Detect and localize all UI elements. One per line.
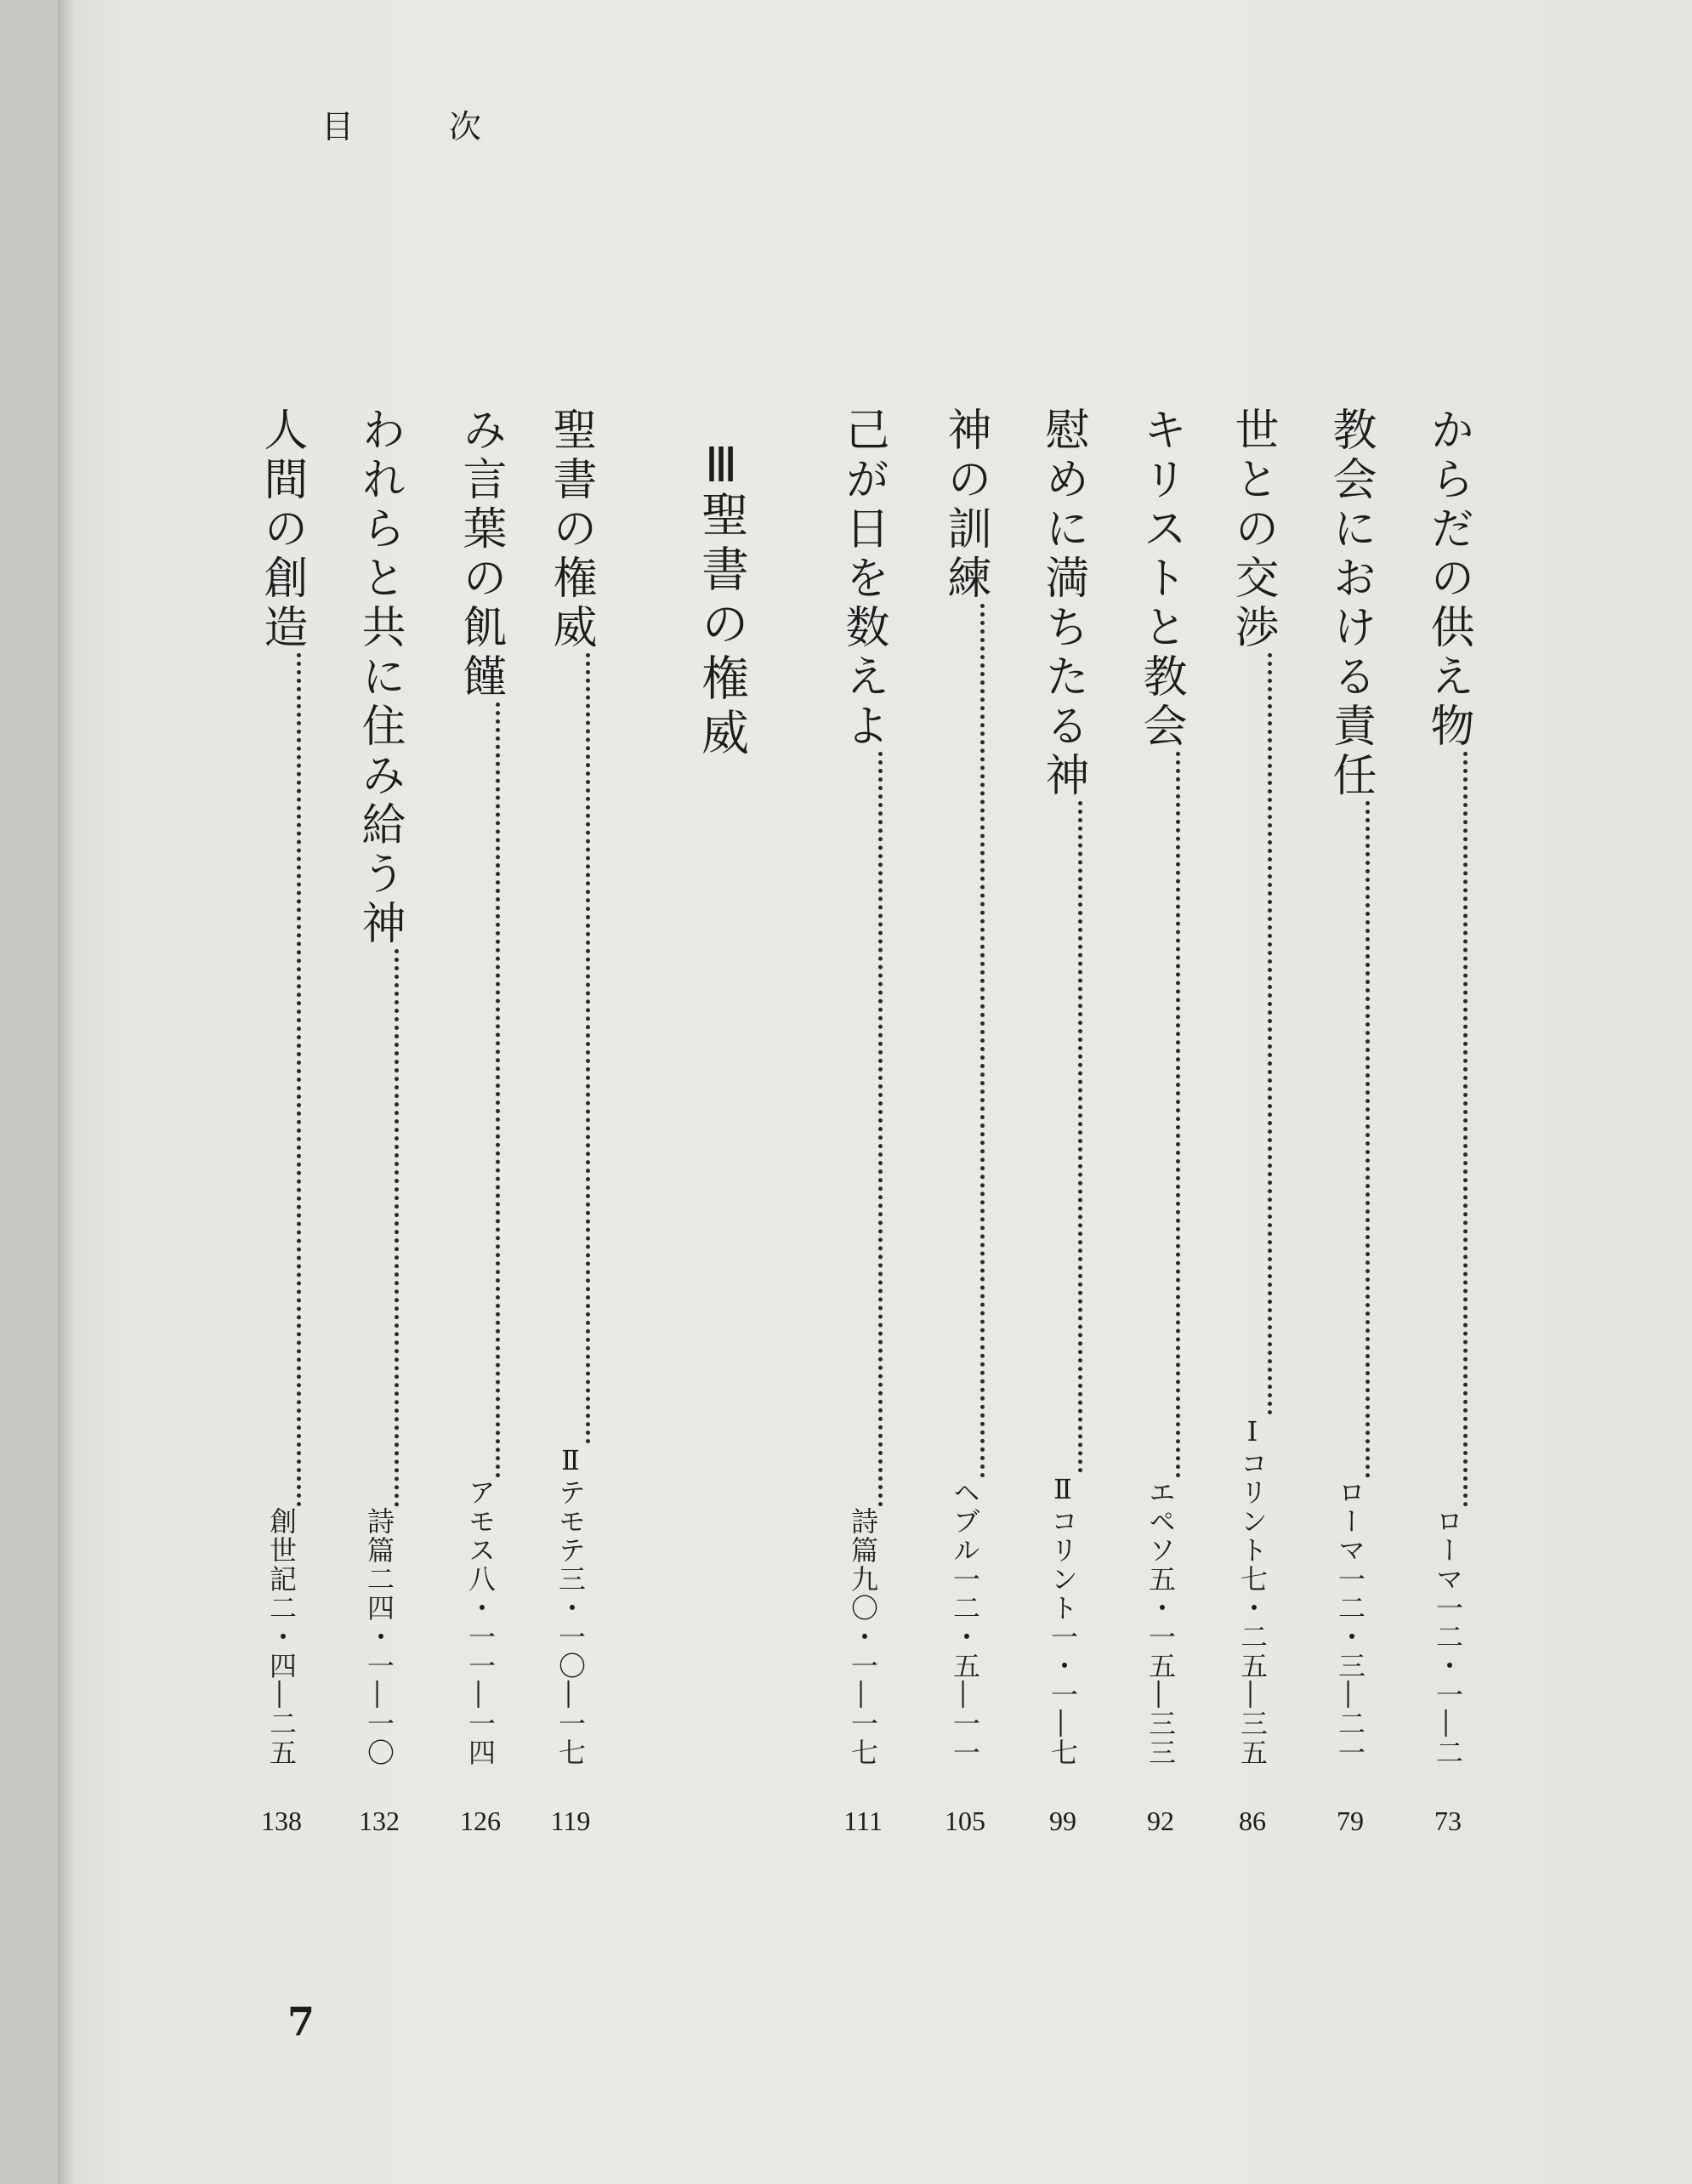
dot-leader <box>844 752 883 1507</box>
toc-entry-reference: ローマ一二・一―二 <box>1432 1507 1464 1767</box>
toc-entry-title: 慰めに満ちたる神 <box>1037 407 1088 801</box>
toc-entry[interactable] <box>541 407 600 1836</box>
running-head-char-1: 目 <box>321 108 356 145</box>
toc-entry-page: 105 <box>945 1806 985 1836</box>
toc-entry-reference: Ⅰコリント七・二五―三五 <box>1236 1415 1269 1767</box>
toc-entry[interactable] <box>1033 407 1093 1836</box>
section-title: 聖書の権威 <box>694 490 749 762</box>
toc-entry[interactable] <box>349 407 409 1836</box>
dot-leader <box>1331 801 1370 1478</box>
toc-entry-reference: 創世記二・四―二五 <box>265 1507 298 1767</box>
toc-entry[interactable] <box>1320 407 1380 1836</box>
dot-leader <box>1429 752 1468 1507</box>
toc-entry-title: 人間の創造 <box>256 407 307 653</box>
toc-entry-title: からだの供え物 <box>1422 407 1473 752</box>
toc-entry-page: 99 <box>1049 1806 1076 1836</box>
dot-leader <box>1044 801 1082 1473</box>
toc-entry[interactable] <box>935 407 995 1836</box>
toc-entry-reference: 詩篇二四・一―一〇 <box>363 1507 395 1767</box>
section-heading <box>687 442 755 953</box>
toc-entry-title: 己が日を数えよ <box>837 407 889 752</box>
running-head-char-2: 次 <box>449 108 484 145</box>
toc-entry[interactable] <box>1223 407 1282 1836</box>
toc-entry-page: 138 <box>261 1806 302 1836</box>
toc-entry-page: 119 <box>550 1806 591 1836</box>
toc-entry-reference: ヘブル一二・五―一一 <box>949 1478 981 1767</box>
dot-leader <box>462 702 500 1478</box>
dot-leader <box>946 604 985 1478</box>
toc-entry-title: キリストと教会 <box>1135 407 1186 752</box>
toc-entry-page: 73 <box>1434 1806 1462 1836</box>
toc-entry-page: 86 <box>1239 1806 1266 1836</box>
toc-entry-reference: Ⅱテモテ三・一〇―一七 <box>554 1444 587 1767</box>
toc-entry-page: 92 <box>1147 1806 1174 1836</box>
toc-entry-page: 132 <box>359 1806 400 1836</box>
dot-leader <box>361 949 399 1507</box>
toc-entry[interactable] <box>451 407 510 1836</box>
toc-entry[interactable] <box>1418 407 1478 1836</box>
toc-entry-reference: エペソ五・一五―三三 <box>1144 1478 1177 1767</box>
dot-leader <box>1142 752 1180 1478</box>
toc-entry-title: 聖書の権威 <box>545 407 596 653</box>
spine-shadow <box>58 0 75 2184</box>
toc-entry-title: み言葉の飢饉 <box>455 407 506 702</box>
section-numeral: Ⅲ <box>704 442 738 490</box>
toc-entry-page: 111 <box>843 1806 883 1836</box>
toc-entry-reference: ローマ一二・三―二一 <box>1334 1478 1366 1767</box>
toc-entry-title: 教会における責任 <box>1325 407 1376 801</box>
book-page <box>58 0 1692 2184</box>
toc-entry[interactable] <box>833 407 893 1836</box>
dot-leader <box>1234 653 1272 1415</box>
toc-entry-reference: Ⅱコリント一・一―七 <box>1047 1473 1079 1767</box>
page-number: 7 <box>287 1999 315 2045</box>
toc-entry-title: 世との交渉 <box>1227 407 1278 653</box>
dot-leader <box>263 653 301 1507</box>
toc-entry-reference: アモス八・一一―一四 <box>464 1478 497 1767</box>
running-head <box>321 100 483 147</box>
toc-entry-reference: 詩篇九〇・一―一七 <box>847 1507 879 1767</box>
toc-entry[interactable] <box>1131 407 1190 1836</box>
toc-entry-title: われらと共に住み給う神 <box>354 407 405 949</box>
dot-leader <box>552 653 590 1444</box>
toc-entry-page: 79 <box>1337 1806 1364 1836</box>
toc-entry-page: 126 <box>460 1806 501 1836</box>
toc-entry[interactable] <box>252 407 311 1836</box>
toc-entry-title: 神の訓練 <box>940 407 991 604</box>
